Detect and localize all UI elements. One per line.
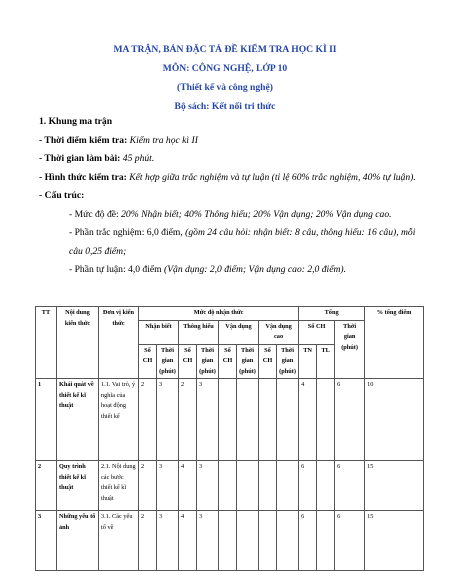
th-content: Nội dung kiến thức bbox=[57, 307, 99, 379]
table-row bbox=[36, 379, 424, 461]
th-vdc: Vận dụng cao bbox=[259, 320, 299, 344]
cell-vdc-ch bbox=[259, 461, 277, 511]
cell-nb-time: 3 bbox=[157, 511, 179, 571]
th-total: Tổng bbox=[299, 307, 365, 321]
cell-percent: 15 bbox=[365, 461, 424, 511]
matrix-table bbox=[35, 306, 424, 571]
title-block bbox=[0, 40, 450, 116]
th-vd: Vận dụng bbox=[219, 320, 259, 344]
th-th-ch: Số CH bbox=[179, 344, 197, 379]
cell-vd-time bbox=[237, 461, 259, 511]
cell-vdc-time bbox=[277, 511, 299, 571]
cell-tt: 2 bbox=[36, 461, 57, 511]
th-vd-time: Thời gian (phút) bbox=[237, 344, 259, 379]
cell-unit: 1.1. Vai trò, ý nghĩa của hoạt động thiết kế bbox=[99, 379, 139, 461]
title-line-1: MA TRẬN, BẢN ĐẶC TẢ ĐỀ KIỂM TRA HỌC KÌ II bbox=[113, 44, 337, 55]
th-percent: % tổng điểm bbox=[365, 307, 424, 379]
cell-unit: 2.1. Nội dung các bước thiết kế kĩ thuật bbox=[99, 461, 139, 511]
th-time: Thời gian (phút) bbox=[335, 320, 365, 379]
th-vdc-time: Thời gian (phút) bbox=[277, 344, 299, 379]
cell-percent: 15 bbox=[365, 511, 424, 571]
cell-tl bbox=[317, 379, 335, 461]
cell-percent: 10 bbox=[365, 379, 424, 461]
cell-tn: 6 bbox=[299, 461, 317, 511]
th-nb-ch: Số CH bbox=[139, 344, 157, 379]
cell-tl bbox=[317, 511, 335, 571]
cell-time: 6 bbox=[335, 379, 365, 461]
th-tt: TT bbox=[36, 307, 57, 379]
mc-line: - Phần trắc nghiệm: 6,0 điểm, (gồm 24 câu hỏi: nhận biết: 8 câu, thông hiểu: 16 câu), mỗi câu 0,25 điểm; bbox=[69, 227, 416, 257]
exam-time-line: - Thời điểm kiểm tra: Kiểm tra học kì II bbox=[39, 134, 198, 146]
cell-tn: 4 bbox=[299, 379, 317, 461]
cell-vdc-ch bbox=[259, 379, 277, 461]
cell-nb-ch: 2 bbox=[139, 461, 157, 511]
section-body bbox=[39, 113, 419, 280]
cell-vdc-time bbox=[277, 461, 299, 511]
cell-content: Quy trình thiết kế kĩ thuật bbox=[57, 461, 99, 511]
format-line: - Hình thức kiểm tra: Kết hợp giữa trắc nghiệm và tự luận (tỉ lệ 60% trắc nghiệm, 40% tự luận). bbox=[39, 171, 416, 183]
th-level: Mức độ nhận thức bbox=[139, 307, 299, 321]
th-unit: Đơn vị kiến thức bbox=[99, 307, 139, 379]
th-th-time: Thời gian (phút) bbox=[197, 344, 219, 379]
cell-vd-ch bbox=[219, 461, 237, 511]
cell-th-ch: 4 bbox=[179, 461, 197, 511]
title-line-3: (Thiết kế và công nghệ) bbox=[177, 82, 273, 93]
th-tl: TL bbox=[317, 344, 335, 379]
cell-nb-time: 3 bbox=[157, 379, 179, 461]
cell-vdc-time bbox=[277, 379, 299, 461]
title-line-4: Bộ sách: Kết nối tri thức bbox=[174, 101, 276, 112]
th-nb-time: Thời gian (phút) bbox=[157, 344, 179, 379]
title-line-2: MÔN: CÔNG NGHỆ, LỚP 10 bbox=[162, 63, 288, 74]
duration-line: - Thời gian làm bài: 45 phút. bbox=[39, 153, 155, 164]
cell-tn: 6 bbox=[299, 511, 317, 571]
cell-th-ch: 2 bbox=[179, 379, 197, 461]
cell-nb-ch: 2 bbox=[139, 379, 157, 461]
cell-th-time: 3 bbox=[197, 511, 219, 571]
th-th: Thông hiểu bbox=[179, 320, 219, 344]
cell-tt: 1 bbox=[36, 379, 57, 461]
cell-content: Những yếu tố ảnh bbox=[57, 511, 99, 571]
th-nb: Nhận biết bbox=[139, 320, 179, 344]
cell-time: 6 bbox=[335, 461, 365, 511]
table-row bbox=[36, 511, 424, 571]
cell-tt: 3 bbox=[36, 511, 57, 571]
cell-nb-ch: 2 bbox=[139, 511, 157, 571]
th-tn: TN bbox=[299, 344, 317, 379]
structure-label: - Cấu trúc: bbox=[39, 190, 85, 201]
cell-th-ch: 4 bbox=[179, 511, 197, 571]
table-row bbox=[36, 461, 424, 511]
essay-line: - Phần tự luận: 4,0 điểm (Vận dụng: 2,0 điểm; Vận dụng cao: 2,0 điểm). bbox=[69, 264, 346, 275]
cell-tl bbox=[317, 461, 335, 511]
th-soch: Số CH bbox=[299, 320, 335, 344]
header-row-1 bbox=[36, 307, 424, 321]
cell-vd-ch bbox=[219, 511, 237, 571]
level-line: - Mức độ đề: 20% Nhận biết; 40% Thông hiểu; 20% Vận dụng; 20% Vận dụng cao. bbox=[69, 208, 392, 220]
cell-vd-ch bbox=[219, 379, 237, 461]
cell-vdc-ch bbox=[259, 511, 277, 571]
cell-time: 6 bbox=[335, 511, 365, 571]
section-heading: 1. Khung ma trận bbox=[39, 116, 113, 127]
cell-nb-time: 3 bbox=[157, 461, 179, 511]
cell-content: Khái quát về thiết kế kĩ thuật bbox=[57, 379, 99, 461]
cell-vd-time bbox=[237, 511, 259, 571]
cell-th-time: 3 bbox=[197, 461, 219, 511]
cell-unit: 3.1. Các yếu tố về bbox=[99, 511, 139, 571]
cell-th-time: 3 bbox=[197, 379, 219, 461]
th-vdc-ch: Số CH bbox=[259, 344, 277, 379]
cell-vd-time bbox=[237, 379, 259, 461]
th-vd-ch: Số CH bbox=[219, 344, 237, 379]
